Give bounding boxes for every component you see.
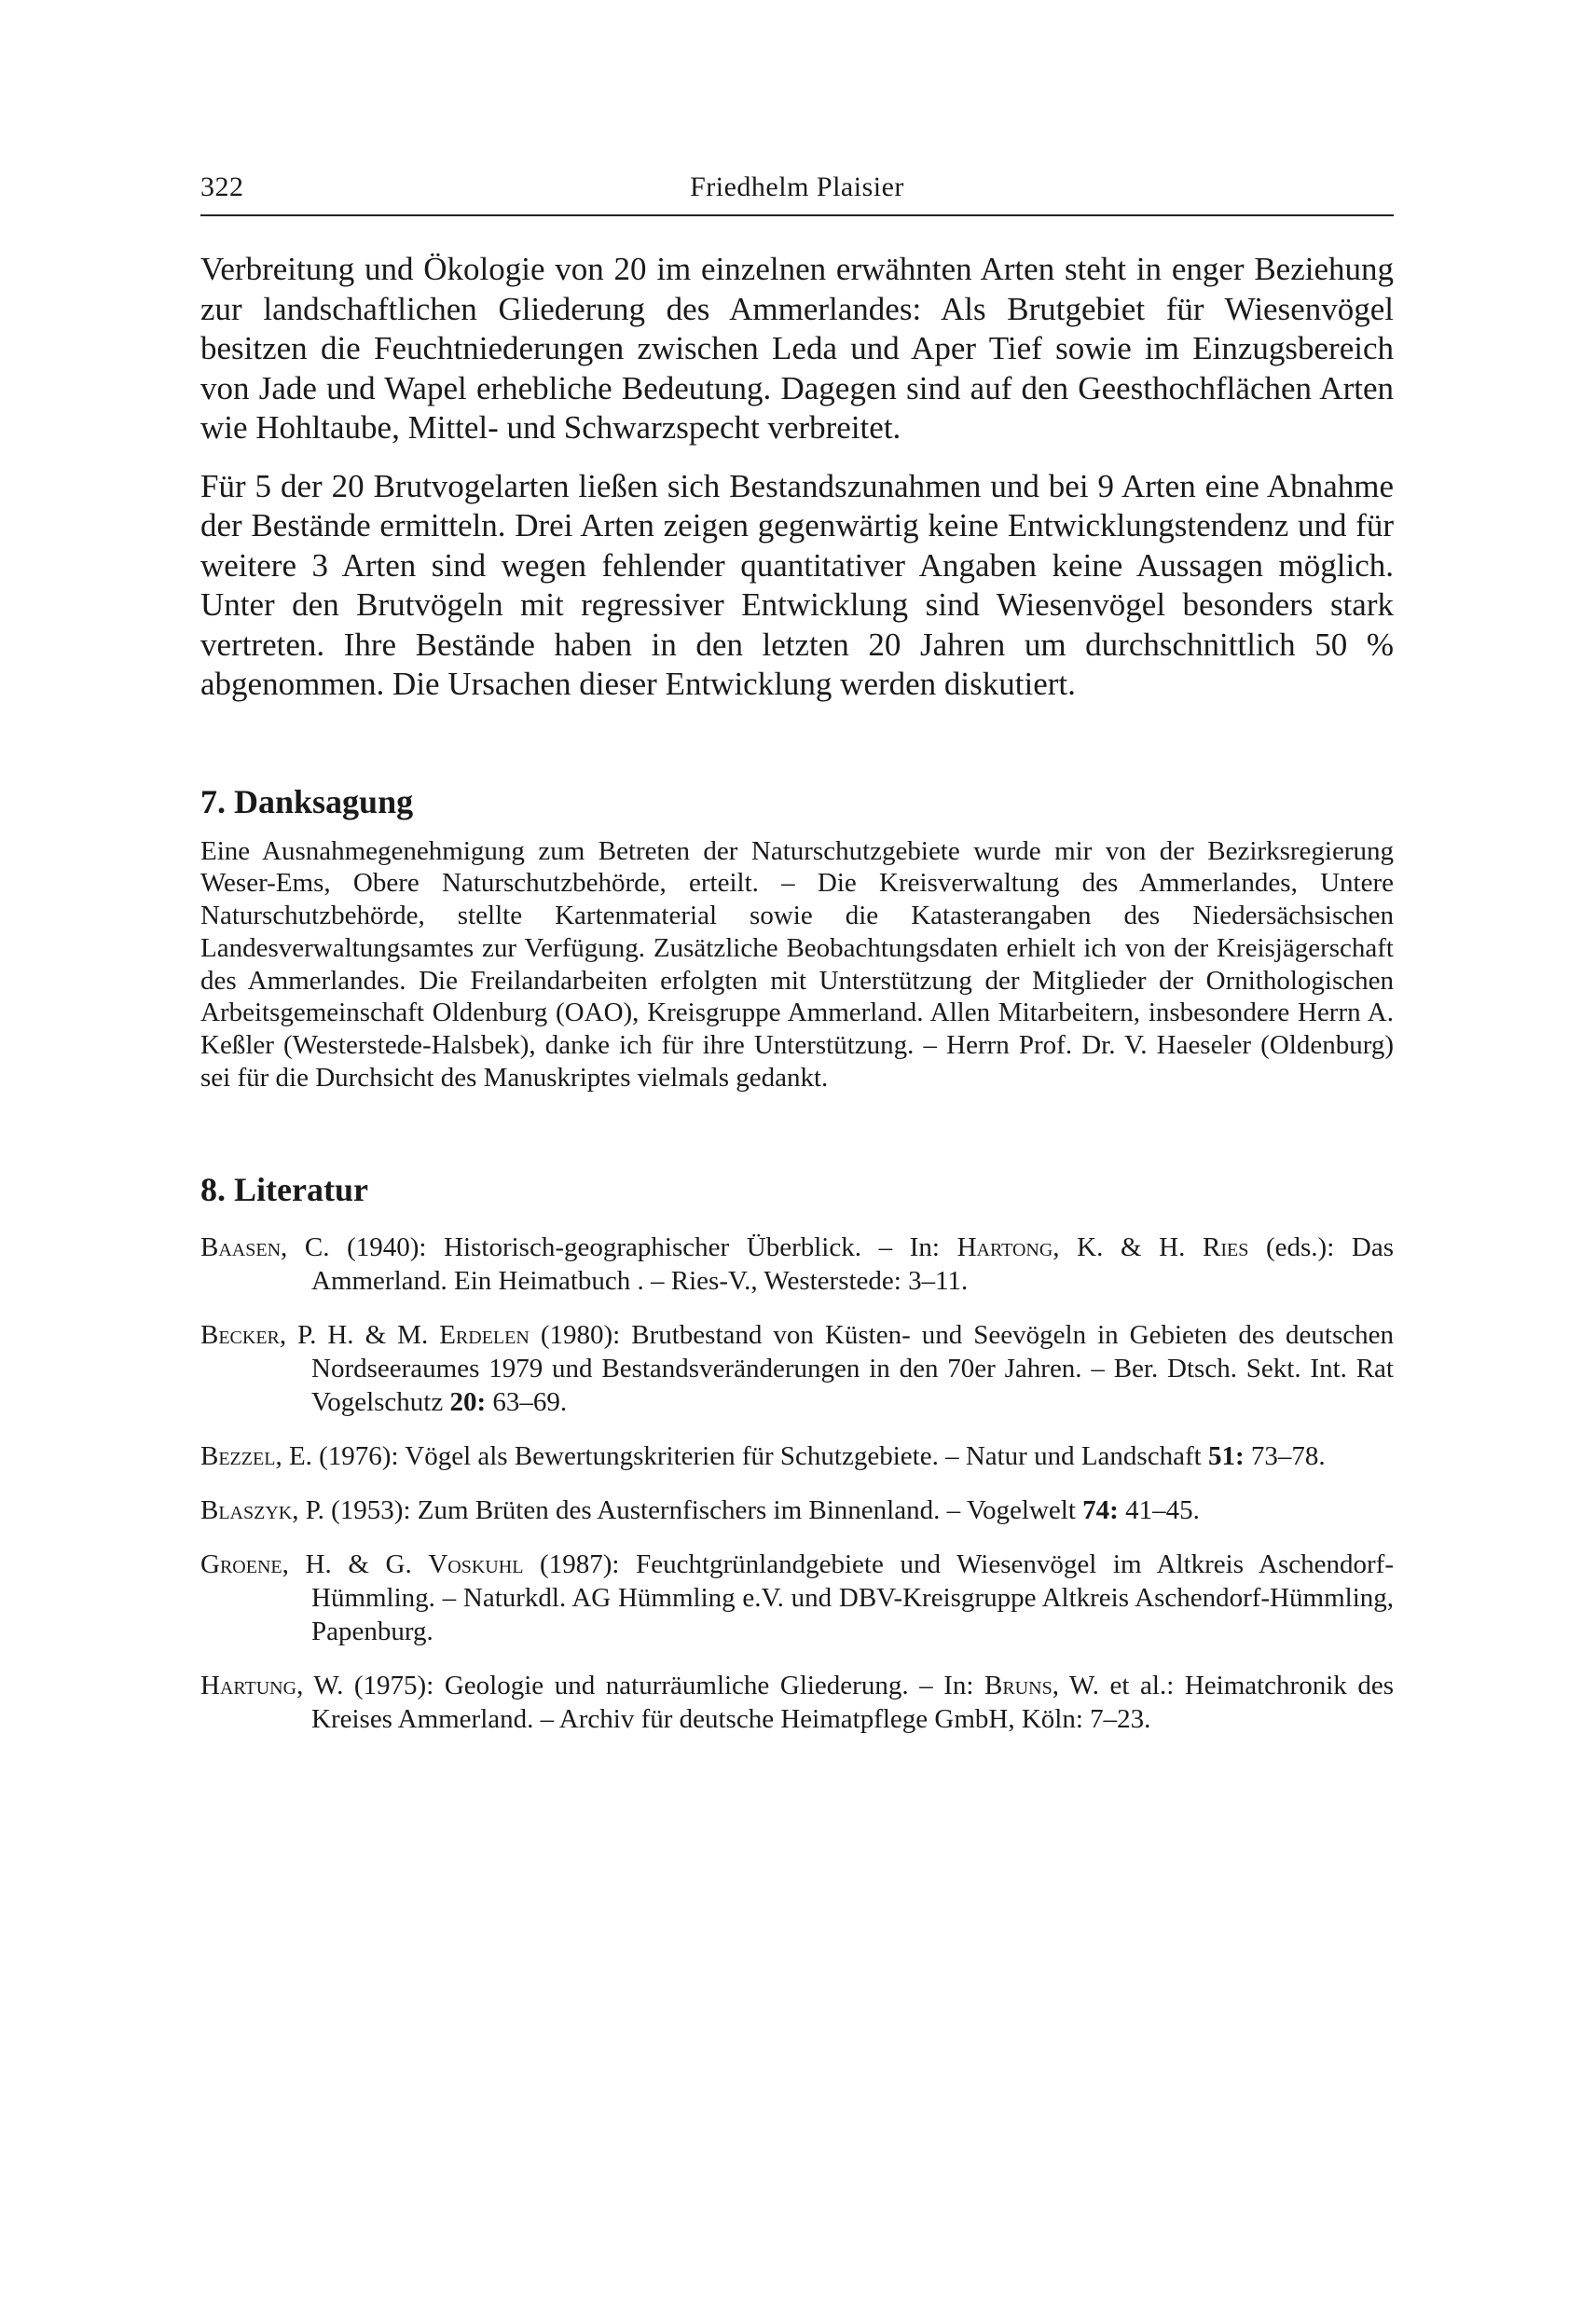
reference-author: Blaszyk: [200, 1494, 293, 1525]
reference-text: , H. & G.: [282, 1548, 429, 1579]
reference-author: Hartong: [956, 1232, 1053, 1262]
running-head-author: Friedhelm Plaisier: [690, 172, 904, 202]
reference-text: , C. (1940): Historisch-geographischer Überblick. – In:: [281, 1232, 957, 1262]
reference-author: Erdelen: [439, 1319, 530, 1350]
acknowledgements-paragraph: Eine Ausnahmegenehmigung zum Betreten der Naturschutzgebiete wurde mir von der Bezirksregierung Weser-Ems, Obere Naturschutzbehörde, erteilt. – Die Kreisverwaltung des Ammerlandes, Untere Naturschutzbehörde, stellte Kartenmaterial sowie die Katasterangaben des Niedersächsischen Landesverwaltungsamtes zur Verfügung. Zusätzliche Beobachtungsdaten erhielt ich von der Kreisjägerschaft des Ammerlandes. Die Freilandarbeiten erfolgten mit Unterstützung der Mitglieder der Ornithologischen Arbeitsgemeinschaft Oldenburg (OAO), Kreisgruppe Ammerland. Allen Mitarbeitern, insbesondere Herrn A. Keßler (Westerstede-Halsbek), danke ich für ihre Unterstützung. – Herrn Prof. Dr. V. Haeseler (Oldenburg) sei für die Durchsicht des Manuskriptes vielmals gedankt.: [200, 835, 1394, 1094]
reference-author: Hartung: [200, 1670, 297, 1700]
summary-paragraph-2: Für 5 der 20 Brutvogelarten ließen sich Bestandszunahmen und bei 9 Arten eine Abnahme der Bestände ermitteln. Drei Arten zeigen gegenwärtig keine Entwicklungstendenz und für weitere 3 Arten sind wegen fehlender quantitativer Angaben keine Aussagen möglich. Unter den Brutvögeln mit regressiver Entwicklung sind Wiesenvögel besonders stark vertreten. Ihre Bestände haben in den letzten 20 Jahren um durchschnittlich 50 % abgenommen. Die Ursachen dieser Entwicklung werden diskutiert.: [200, 467, 1394, 702]
reference-text: 73–78.: [1244, 1440, 1326, 1471]
running-head: [200, 168, 1394, 216]
reference-entry: [200, 1548, 1394, 1648]
reference-volume: 20:: [449, 1386, 487, 1417]
section-heading-danksagung: 7. Danksagung: [200, 782, 414, 820]
reference-text: , W. et al.: Heimatchronik des Kreises Ammerland. – Archiv für deutsche Heimatpflege GmbH, Köln: 7–23.: [311, 1670, 1394, 1734]
reference-text: (1980): Brutbestand von Küsten- und Seevögeln in Gebieten des deutschen Nordseeraumes 1979 und Bestandsveränderungen in den 70er Jahren. – Ber. Dtsch. Sekt. Int. Rat Vogelschutz: [311, 1319, 1394, 1417]
reference-text: , W. (1975): Geologie und naturräumliche Gliederung. – In:: [296, 1670, 984, 1700]
reference-text: (eds.): Das Ammerland. Ein Heimatbuch . – Ries-V., Westerstede: 3–11.: [311, 1232, 1394, 1296]
reference-entry: [200, 1318, 1394, 1419]
section-heading-literatur: 8. Literatur: [200, 1170, 368, 1208]
reference-text: , E. (1976): Vögel als Bewertungskriterien für Schutzgebiete. – Natur und Landschaft: [275, 1440, 1208, 1471]
reference-author: Bruns: [984, 1670, 1053, 1700]
reference-text: 41–45.: [1118, 1494, 1200, 1525]
reference-author: Bezzel: [200, 1440, 276, 1471]
reference-text: , P. H. & M.: [279, 1319, 440, 1350]
reference-author: Groene: [200, 1548, 282, 1579]
main-content: [200, 250, 1394, 1756]
reference-list: [200, 1231, 1394, 1736]
reference-text: , K. & H.: [1053, 1232, 1204, 1262]
reference-text: (1987): Feuchtgrünlandgebiete und Wiesenvögel im Altkreis Aschendorf-Hümmling. – Naturkdl. AG Hümmling e.V. und DBV-Kreisgruppe Altkreis Aschendorf-Hümmling, Papenburg.: [311, 1548, 1394, 1646]
reference-entry: [200, 1493, 1394, 1527]
reference-author: Baasen: [200, 1232, 282, 1262]
reference-text: , P. (1953): Zum Brüten des Austernfischers im Binnenland. – Vogelwelt: [292, 1494, 1083, 1525]
reference-author: Ries: [1203, 1232, 1249, 1262]
reference-text: 63–69.: [486, 1386, 568, 1417]
summary-paragraph-1: Verbreitung und Ökologie von 20 im einzelnen erwähnten Arten steht in enger Beziehung zur landschaftlichen Gliederung des Ammerlandes: Als Brutgebiet für Wiesenvögel besitzen die Feuchtniederungen zwischen Leda und Aper Tief sowie im Einzugsbereich von Jade und Wapel erhebliche Bedeutung. Dagegen sind auf den Geesthochflächen Arten wie Hohltaube, Mittel- und Schwarzspecht verbreitet.: [200, 251, 1394, 446]
reference-author: Voskuhl: [428, 1548, 524, 1579]
reference-entry: [200, 1669, 1394, 1736]
reference-volume: 51:: [1207, 1440, 1245, 1471]
reference-author: Becker: [200, 1319, 280, 1350]
page-number: 322: [200, 172, 244, 202]
reference-entry: [200, 1439, 1394, 1473]
reference-volume: 74:: [1082, 1494, 1119, 1525]
reference-entry: [200, 1231, 1394, 1298]
